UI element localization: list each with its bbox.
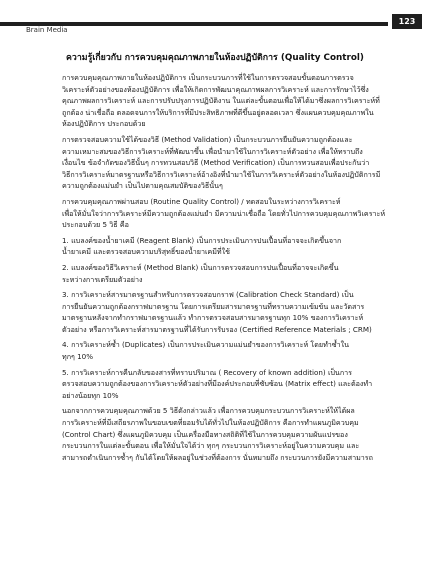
body-line: 5. การวิเคราะห์การคืนกลับของสารที่ทราบปริมาณ ( Recovery of known addition) เป็นการ [62,367,352,377]
page-number: 123 [392,14,422,29]
body-line: เงื่อนไข ข้อจำกัดของวิธีนั้นๆ การทวนสอบวิธี (Method Verification) เป็นการทวนสอบเพื่อประกันว่า [62,158,370,168]
body-line: สามารถดำเนินการซ้ำๆ กันได้โดยให้ผลอยู่ในช่วงที่ต้องการ นั่นหมายถึง กระบวนการยังมีความสามารถ [62,452,373,462]
body-line: (Control Chart) ซึ่งแผนภูมิควบคุม เป็นเครื่องมือทางสถิติที่ใช้ในการควบคุมความผันแปรของ [62,429,348,439]
body-line: 2. แบลงค์ของวิธีวิเคราะห์ (Method Blank) เป็นการตรวจสอบการปนเปื้อนที่อาจจะเกิดขึ้น [62,262,339,272]
body-line: ตรวจสอบความถูกต้องของการวิเคราะห์ตัวอย่างที่มีองค์ประกอบที่ซับซ้อน (Matrix effect) และต้องทำ [62,379,373,389]
body-line: ความเหมาะสมของวิธีการวิเคราะห์ที่พัฒนาขึ้น เพื่อนำมาใช้ในการวิเคราะห์ตัวอย่าง เพื่อให้ทราบถึง [62,146,363,156]
body-line: ทุกๆ 10% [62,352,94,362]
body-line: อย่างน้อยทุก 10% [62,390,119,400]
body-line: กระบวนการในแต่ละขั้นตอน เพื่อให้มั่นใจได้ว่า ทุกๆ กระบวนการวิเคราะห์อยู่ในความควบคุม และ [62,441,360,451]
body-line: ระหว่างการเตรียมตัวอย่าง [62,274,143,284]
body-line: ถูกต้อง น่าเชื่อถือ ตลอดจนการให้บริการที่มีประสิทธิภาพที่ดีขึ้นอยู่ตลอดเวลา ซึ่งแผนควบคุมคุณภาพใน [62,107,374,117]
body-line: การตรวจสอบความใช้ได้ของวิธี (Method Validation) เป็นกระบวนการยืนยันความถูกต้องและ [62,134,353,144]
body-line: ห้องปฏิบัติการ ประกอบด้วย [62,119,146,129]
body-line: วิธีการวิเคราะห์มาตรฐานหรือวิธีการวิเคราะห์อ้างอิงที่นำมาใช้ในการวิเคราะห์ตัวอย่างในห้องปฏิบัติการมี [62,169,381,179]
body-line: การวิเคราะห์ที่มีเสถียรภาพในขอบเขตที่ยอมรับได้ทั่วไปในห้องปฏิบัติการ คือการทำแผนภูมิควบคุม [62,418,359,428]
body-line: วิเคราะห์ตัวอย่างของห้องปฏิบัติการ เพื่อให้เกิดการพัฒนาคุณภาพผลการวิเคราะห์ และการรักษาไว้ซึ่ง [62,84,369,94]
body-line: 3. การวิเคราะห์สารมาตรฐานสำหรับการตรวจสอบกราฟ (Calibration Check Standard) เป็น [62,290,354,300]
body-line: ความถูกต้องแม่นยำ เป็นไปตามคุณสมบัติของวิธีนั้นๆ [62,181,223,191]
body-line: การยืนยันความถูกต้องกราฟมาตรฐาน โดยการเตรียมสารมาตรฐานที่ทราบความเข้มข้น และวัดสาร [62,301,365,311]
body-line: มาตรฐานหลังจากทำกราฟมาตรฐานแล้ว ทำการตรวจสอบสารมาตรฐานทุก 10% ของการวิเคราะห์ [62,313,364,323]
body-line: ประกอบด้วย 5 วิธี คือ [62,220,129,230]
body-line: น้ำยาเคมี และตรวจสอบความบริสุทธิ์ของน้ำยาเคมีที่ใช้ [62,247,230,257]
section-title: ความรู้เกี่ยวกับ การควบคุมคุณภาพภายในห้องปฏิบัติการ (Quality Control) [66,53,364,63]
body-line: ตัวอย่าง หรือการวิเคราะห์สารมาตรฐานที่ได้รับการรับรอง (Certified Reference Materials ; CRM) [62,324,372,334]
body-line: เพื่อให้มั่นใจว่าการวิเคราะห์มีความถูกต้องแม่นยำ มีความน่าเชื่อถือ โดยทั่วไปการควบคุมคุณภาพวิเคราะห์ [62,208,386,218]
body-line: นอกจากการควบคุมคุณภาพด้วย 5 วิธีดังกล่าวแล้ว เพื่อการควบคุมกระบวนการวิเคราะห์ให้ได้ผล [62,406,355,416]
body-text [62,72,400,463]
body-line: คุณภาพผลการวิเคราะห์ และการปรับปรุงการปฏิบัติงาน ในแต่ละขั้นตอนเพื่อให้ได้มาซึ่งผลการวิเคราะห์ที่ [62,96,380,106]
page-header [0,14,430,34]
body-line: 1. แบลงค์ของน้ำยาเคมี (Reagent Blank) เป็นการประเมินการปนเปื้อนที่อาจจะเกิดขึ้นจาก [62,235,342,245]
body-line: 4. การวิเคราะห์ซ้ำ (Duplicates) เป็นการประเมินความแม่นยำของการวิเคราะห์ โดยทำซ้ำใน [62,340,350,350]
body-line: การควบคุมคุณภาพผ่านสอบ (Routine Quality Control) / ทดสอบในระหว่างการวิเคราะห์ [62,196,341,206]
body-line: การควบคุมคุณภาพภายในห้องปฏิบัติการ เป็นกระบวนการที่ใช้ในการตรวจสอบขั้นตอนการตรวจ [62,73,354,82]
publisher-brand: Brain Media [26,26,68,34]
